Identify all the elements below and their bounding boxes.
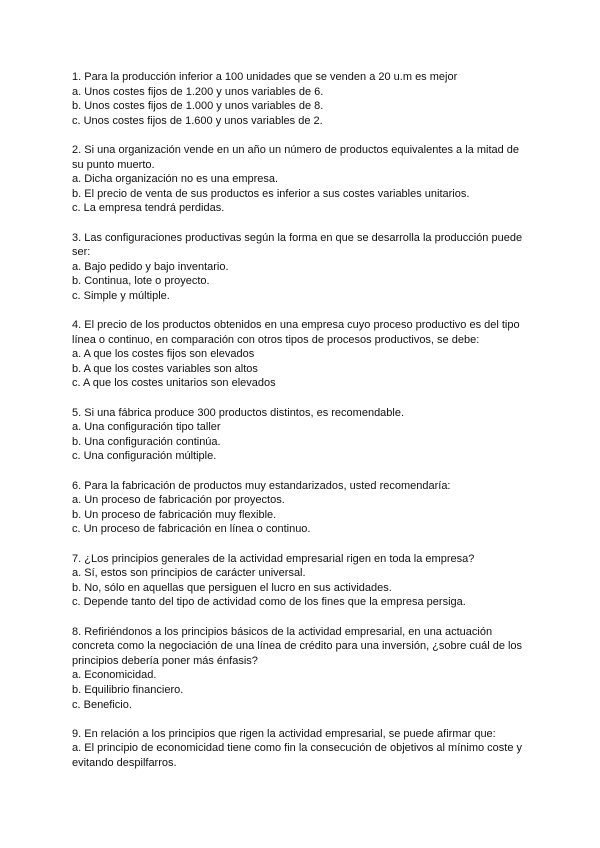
question-text: 8. Refiriéndonos a los principios básicos de la actividad empresarial, en una actuación concreta como la negociación de una línea de crédito para una inversión, ¿sobre cuál de los principios debería poner más énfasis? [72,625,523,667]
answer-option: c. A que los costes unitarios son elevados [72,377,276,390]
answer-option: a. A que los costes fijos son elevados [72,348,255,361]
answer-option: b. Unos costes fijos de 1.000 y unos variables de 8. [72,100,324,113]
question-1 [72,70,528,128]
answer-option: b. Un proceso de fabricación muy flexible. [72,508,277,521]
question-text: 7. ¿Los principios generales de la actividad empresarial rigen en toda la empresa? [72,552,475,565]
answer-option: a. Una configuración tipo taller [72,421,221,434]
answer-option: c. Una configuración múltiple. [72,450,217,463]
answer-option: c. Depende tanto del tipo de actividad como de los fines que la empresa persiga. [72,596,466,609]
question-text: 3. Las configuraciones productivas según la forma en que se desarrolla la producción puede ser: [72,231,523,259]
question-7 [72,552,528,610]
answer-option: b. No, sólo en aquellas que persiguen el lucro en sus actividades. [72,581,392,594]
answer-option: b. Una configuración continúa. [72,435,221,448]
answer-option: b. El precio de venta de sus productos es inferior a sus costes variables unitarios. [72,187,470,200]
document-page [72,70,528,785]
question-text: 5. Si una fábrica produce 300 productos distintos, es recomendable. [72,406,405,419]
question-3 [72,231,528,304]
question-text: 1. Para la producción inferior a 100 unidades que se venden a 20 u.m es mejor [72,71,458,83]
answer-option: a. Economicidad. [72,669,157,682]
answer-option: a. El principio de economicidad tiene como fin la consecución de objetivos al mínimo coste y evitando despilfarros. [72,742,523,769]
answer-option: a. Unos costes fijos de 1.200 y unos variables de 6. [72,85,324,98]
answer-option: c. Simple y múltiple. [72,289,170,302]
answer-option: b. A que los costes variables son altos [72,362,258,375]
answer-option: c. La empresa tendrá perdidas. [72,202,225,215]
answer-option: a. Bajo pedido y bajo inventario. [72,260,229,273]
question-6 [72,479,528,537]
question-2 [72,143,528,216]
question-8 [72,625,528,713]
answer-option: a. Dicha organización no es una empresa. [72,173,279,186]
answer-option: c. Unos costes fijos de 1.600 y unos variables de 2. [72,114,323,127]
answer-option: c. Un proceso de fabricación en línea o continuo. [72,523,311,536]
answer-option: a. Un proceso de fabricación por proyectos. [72,494,285,507]
question-text: 9. En relación a los principios que rigen la actividad empresarial, se puede afirmar que: [72,727,496,740]
answer-option: b. Equilibrio financiero. [72,683,184,696]
question-text: 2. Si una organización vende en un año un número de productos equivalentes a la mitad de su punto muerto. [72,143,520,171]
question-text: 4. El precio de los productos obtenidos en una empresa cuyo proceso productivo es del tipo línea o continuo, en comparación con otros tipos de procesos productivos, se debe: [72,319,520,346]
answer-option: a. Sí, estos son principios de carácter universal. [72,567,306,580]
answer-option: b. Continua, lote o proyecto. [72,275,210,288]
answer-option: c. Beneficio. [72,698,132,711]
question-5 [72,406,528,464]
question-text: 6. Para la fabricación de productos muy estandarizados, usted recomendaría: [72,479,451,492]
question-4 [72,318,528,391]
question-9 [72,727,528,771]
